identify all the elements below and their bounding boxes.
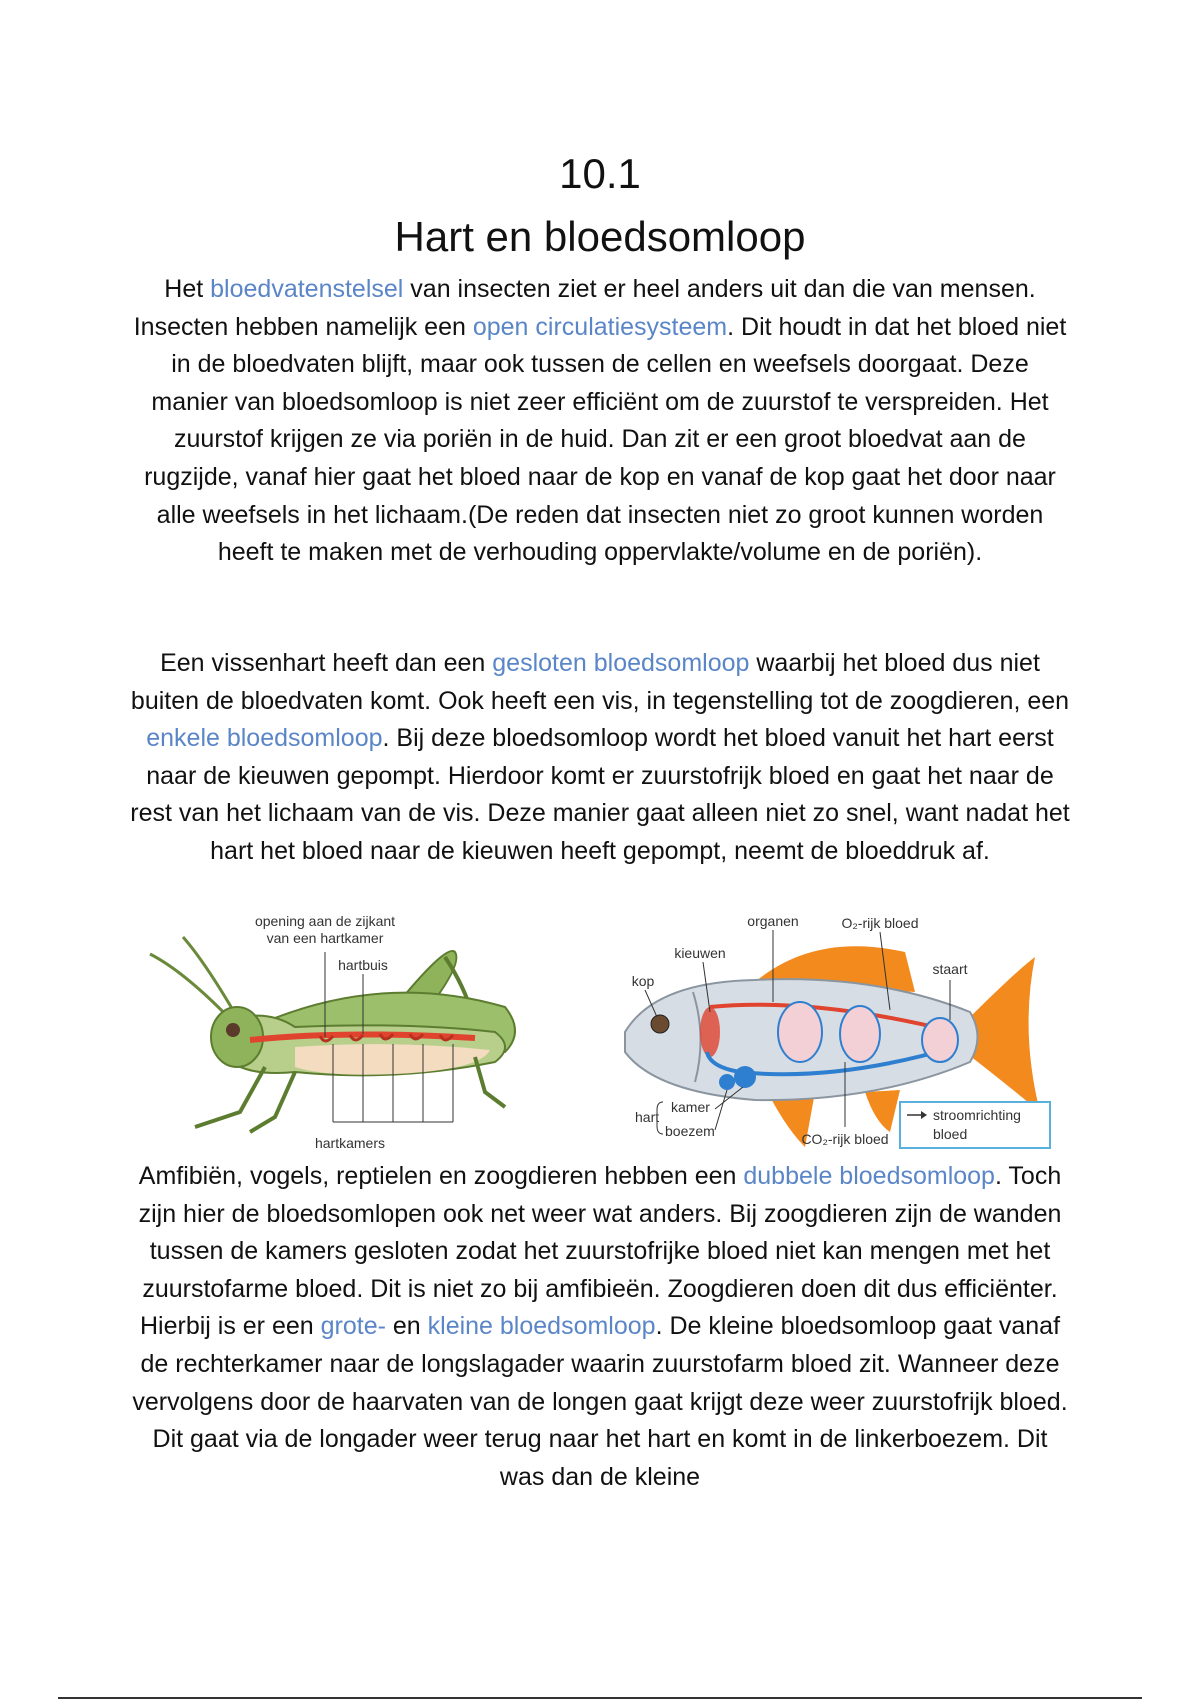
label-o2-rijk-bloed: O₂-rijk bloed [841,915,919,931]
label-boezem: boezem [665,1123,715,1139]
tail-capillaries [922,1018,958,1062]
gills [700,1007,720,1057]
label-opening-1: opening aan de zijkant [254,913,396,929]
grasshopper-diagram [145,912,545,1152]
label-kieuwen: kieuwen [674,945,726,961]
grasshopper-figure [145,912,545,1152]
label-hartkamers: hartkamers [314,1135,386,1151]
paragraph-insects [130,271,1070,572]
label-staart: staart [932,961,968,977]
text-span: . Toch zijn hier de bloedsomlopen ook net weer wat anders. Bij zoogdieren zijn de wanden tussen de kamers gesloten zodat het zuurstofrijke bloed niet kan mengen met het zuurstofarme bloed. Dit is niet zo bij amfibieën. Zoogdieren doen dit dus efficiënter. Hierbij is er een [138,1162,1062,1341]
keyword-bloedvatenstelsel: bloedvatenstelsel [210,275,404,303]
page-title: Hart en bloedsomloop [394,213,806,260]
eye [226,1023,240,1037]
keyword-kleine-bloedsomloop: kleine bloedsomloop [427,1312,656,1341]
text-span: waarbij het bloed dus niet buiten de bloedvaten komt. Ook heeft een vis, in tegenstelling tot de zoogdieren, een [130,649,1070,715]
legend-line-2: bloed [933,1126,968,1142]
leg [195,1067,265,1127]
label-kamer: kamer [671,1099,710,1115]
text-span: van insecten ziet er heel anders uit dan die van mensen. Insecten hebben namelijk een [133,275,1036,341]
fish-eye [651,1015,669,1033]
label-hartbuis: hartbuis [338,957,388,973]
paragraph-fish [130,645,1070,871]
fish-figure [615,912,1065,1152]
label-opening-2: van een hartkamer [266,930,384,946]
keyword-open-circulatiesysteem: open circulatiesysteem [472,312,728,341]
keyword-grote-bloedsomloop: grote- [320,1312,386,1341]
keyword-gesloten-bloedsomloop: gesloten bloedsomloop [492,649,750,677]
anal-fin [865,1090,900,1132]
bottom-divider [58,1697,1142,1699]
paragraph-double-circulation [130,1158,1070,1496]
text-span: Amfibiën, vogels, reptielen en zoogdieren hebben een [138,1162,744,1190]
label-kop: kop [631,973,655,989]
text-span: Een vissenhart heeft dan een [160,649,493,677]
keyword-enkele-bloedsomloop: enkele bloedsomloop [146,724,383,753]
keyword-dubbele-bloedsomloop: dubbele bloedsomloop [743,1162,995,1190]
text-span: . De kleine bloedsomloop gaat vanaf de rechterkamer naar de longslagader waarin zuurstofarm bloed zit. Wanneer deze vervolgens door de haarvaten van de longen gaat krijgt deze weer zuurstofrijk bloed. Dit gaat via de longader weer terug naar het hart en komt in de linkerboezem. Dit was dan de kleine [132,1312,1068,1491]
organ-capillaries [840,1006,880,1062]
label-organen: organen [747,913,799,929]
label-hart: hart [635,1109,660,1125]
label-co2-rijk-bloed: CO₂-rijk bloed [801,1131,889,1147]
legend-line-1: stroomrichting [933,1107,1021,1123]
section-number: 10.1 [559,150,641,197]
text-span: . Dit houdt in dat het bloed niet in de bloedvaten blijft, maar ook tussen de cellen en weefsels doorgaat. Deze manier van bloedsomloop is niet zeer efficiënt om de zuurstof te verspreiden. Het zuurstof krijgen ze via poriën in de huid. Dan zit er een groot bloedvat aan de rugzijde, vanaf hier gaat het bloed naar de kop en vanaf de kop gaat het door naar alle weefsels in het lichaam.(De reden dat insecten niet zo groot kunnen worden heeft te maken met de verhouding oppervlakte/volume en de poriën). [144,312,1067,567]
organ-capillaries [778,1002,822,1062]
text-span: . Bij deze bloedsomloop wordt het bloed vanuit het hart eerst naar de kieuwen gepompt. Hierdoor komt er zuurstofrijk bloed en gaat het naar de rest van het lichaam van de vis. Deze manier gaat alleen niet zo snel, want nadat het hart het bloed naar de kieuwen heeft gepompt, neemt de bloeddruk af. [130,724,1070,865]
text-span: en [385,1312,428,1341]
fish-diagram [615,912,1065,1152]
heart-kamer [734,1066,756,1088]
text-span: Het [164,275,211,303]
figures-row [145,912,1065,1152]
heart-boezem [719,1074,735,1090]
antenna [183,937,237,1017]
